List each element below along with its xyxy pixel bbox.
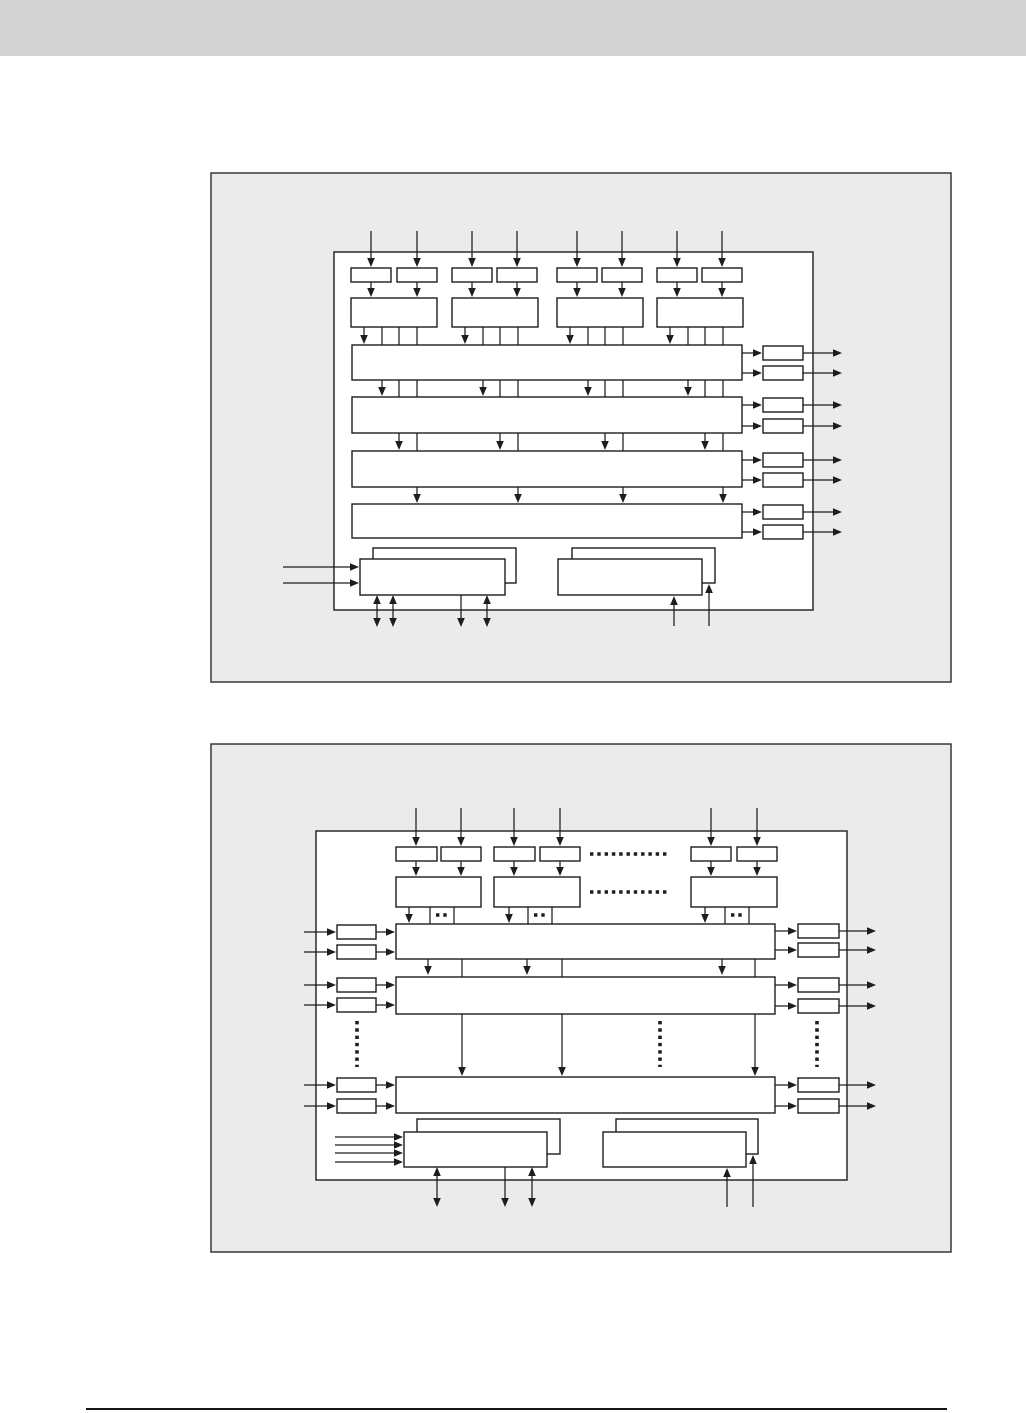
out-box (763, 453, 803, 467)
block-diagram-2 (210, 743, 952, 1253)
top-box (737, 847, 777, 861)
page-header-bar (0, 0, 1026, 56)
out-box (763, 525, 803, 539)
figure-panel-1 (210, 172, 952, 683)
in-box (337, 998, 376, 1012)
mid-box (494, 877, 580, 907)
stack-box-front (404, 1132, 547, 1167)
out-box (763, 398, 803, 412)
mid-box (557, 298, 643, 327)
row-box (396, 977, 775, 1014)
top-box (494, 847, 535, 861)
mid-box (396, 877, 481, 907)
footer-rule (86, 1408, 947, 1410)
row-box (352, 504, 742, 538)
in-box (337, 945, 376, 959)
top-box (540, 847, 580, 861)
out-box (798, 1099, 839, 1113)
in-box (337, 1078, 376, 1092)
out-box (763, 473, 803, 487)
out-box (798, 1078, 839, 1092)
out-box (798, 978, 839, 992)
out-box (763, 419, 803, 433)
out-box (763, 366, 803, 380)
top-box (351, 268, 391, 282)
row-box (352, 397, 742, 433)
top-box (657, 268, 697, 282)
top-box (397, 268, 437, 282)
top-box (396, 847, 437, 861)
in-box (337, 925, 376, 939)
out-box (763, 346, 803, 360)
mid-box (691, 877, 777, 907)
stack-box-front (360, 559, 505, 595)
block-diagram-1 (210, 172, 952, 683)
out-box (763, 505, 803, 519)
out-box (798, 999, 839, 1013)
row-box (396, 924, 775, 959)
figure-panel-2 (210, 743, 952, 1253)
row-box (352, 345, 742, 380)
stack-box-front (603, 1132, 746, 1167)
top-box (557, 268, 597, 282)
top-box (452, 268, 492, 282)
out-box (798, 924, 839, 938)
in-box (337, 1099, 376, 1113)
mid-box (657, 298, 743, 327)
top-box (602, 268, 642, 282)
stack-box-front (558, 559, 702, 595)
row-box (352, 451, 742, 487)
top-box (441, 847, 481, 861)
row-box (396, 1077, 775, 1113)
top-box (497, 268, 537, 282)
in-box (337, 978, 376, 992)
mid-box (452, 298, 538, 327)
top-box (702, 268, 742, 282)
mid-box (351, 298, 437, 327)
out-box (798, 943, 839, 957)
top-box (691, 847, 731, 861)
